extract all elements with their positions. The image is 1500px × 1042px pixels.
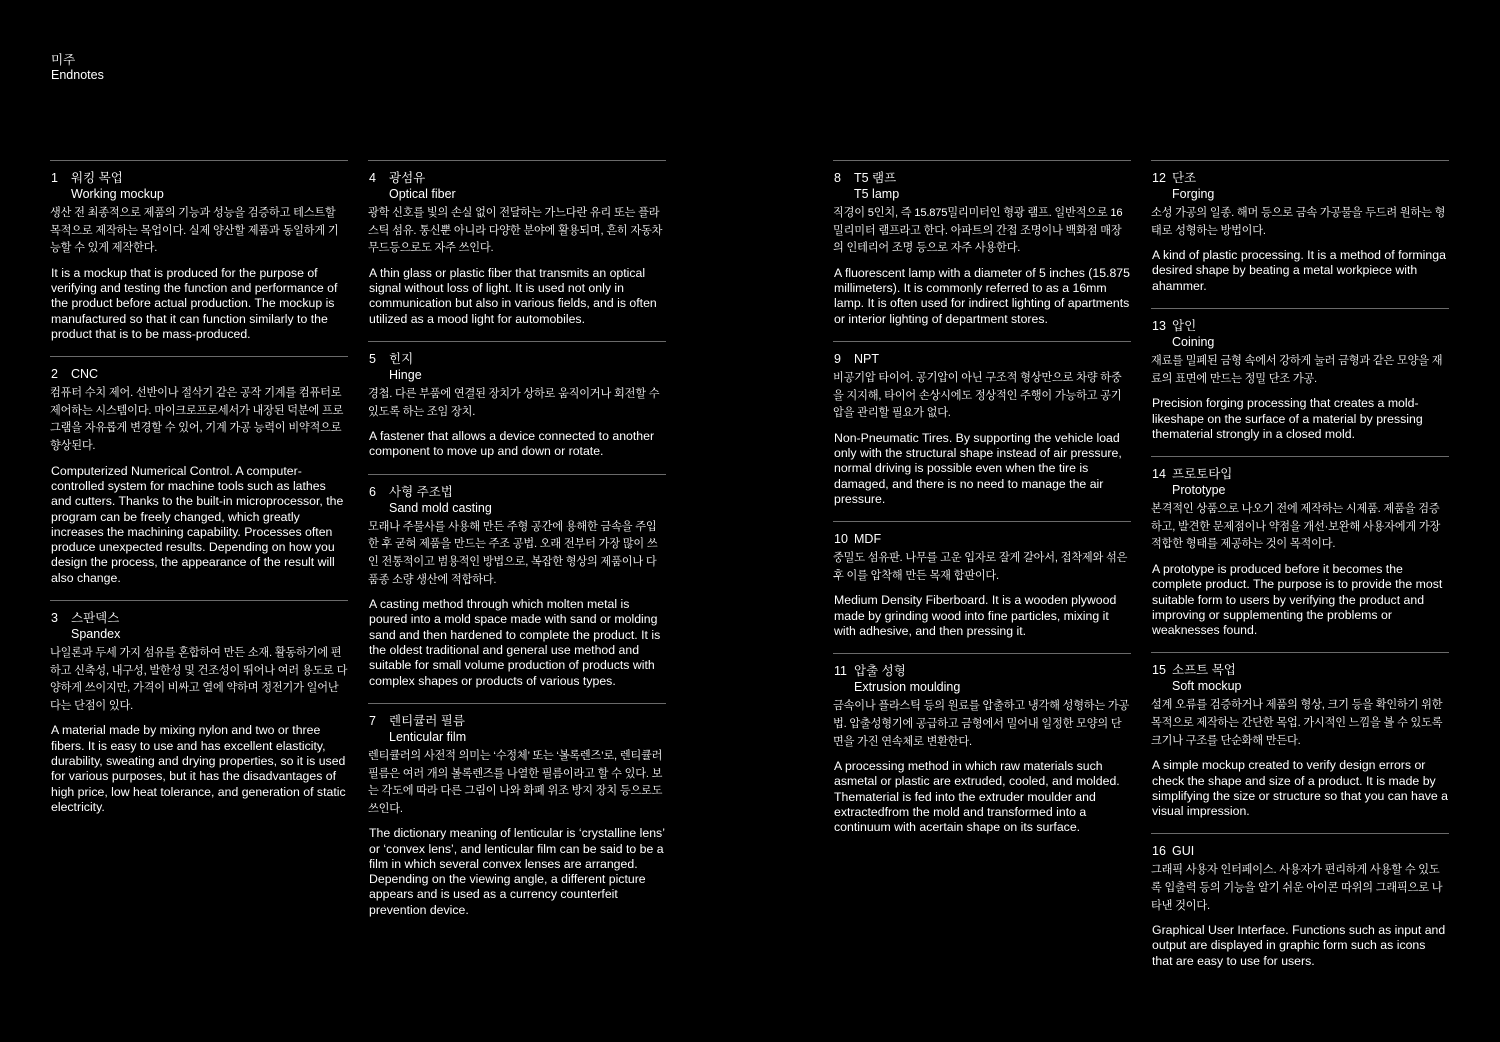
endnote-body-en: A thin glass or plastic fiber that transmits an optical signal without loss of light. It is used not only in communication but also in various fields, and is often utilized as a mood light for automobiles. — [369, 265, 657, 326]
endnote-body-ko: 재료를 밀폐된 금형 속에서 강하게 눌러 금형과 같은 모양을 재료의 표면에 만드는 정밀 단조 가공. — [1151, 355, 1443, 385]
endnote-body-ko: 광학 신호를 빛의 손실 없이 전달하는 가느다란 유리 또는 플라스틱 섬유. 통신뿐 아니라 다양한 분야에 활용되며, 흔히 자동차 무드등으로도 자주 쓰인다. — [368, 207, 663, 255]
endnote-heading — [368, 484, 666, 516]
endnote-number: 5 — [369, 351, 376, 366]
endnote-titles — [854, 531, 881, 547]
endnote-number: 10 — [834, 532, 848, 547]
endnote-body-ko: 생산 전 최종적으로 제품의 기능과 성능을 검증하고 테스트할 목적으로 제작하는 목업이다. 실제 양산할 제품과 동일하게 기능할 수 있게 제작한다. — [50, 207, 339, 255]
endnote-title-ko: 힌지 — [389, 351, 414, 366]
endnote-body-ko: 금속이나 플라스틱 등의 원료를 압출하고 냉각해 성형하는 가공법. 압출성형기에 공급하고 금형에서 밀어내 일정한 모양의 단면을 가진 연속체로 변환한다. — [833, 700, 1130, 748]
endnote-titles — [389, 351, 422, 383]
endnote-title-en: Hinge — [389, 367, 422, 382]
endnote-body-en: A kind of plastic processing. It is a method of forminga desired shape by beating a metal workpiece with ahammer. — [1152, 248, 1446, 293]
endnote-1 — [50, 160, 348, 342]
endnote-heading — [1151, 170, 1449, 202]
endnote-title-ko: MDF — [854, 532, 882, 547]
endnote-title-en: Spandex — [71, 627, 121, 642]
endnote-title-ko: CNC — [71, 367, 99, 382]
endnote-titles — [1172, 318, 1214, 350]
endnote-heading — [1151, 318, 1449, 350]
endnote-title-ko: 압인 — [1172, 319, 1197, 334]
endnote-title-en: Prototype — [1172, 483, 1226, 498]
endnote-titles — [854, 351, 879, 367]
endnote-number: 7 — [369, 713, 376, 728]
endnote-title-ko: GUI — [1172, 844, 1195, 859]
endnote-title-en: Extrusion moulding — [854, 680, 961, 695]
endnote-body-en: A simple mockup created to verify design errors or check the shape and size of a product. It is made by simplifying the size or structure so that you can have a visual impression. — [1152, 758, 1448, 819]
endnote-title-ko: 단조 — [1172, 171, 1197, 185]
endnote-title-ko: NPT — [854, 351, 879, 366]
endnote-body-en: Medium Density Fiberboard. It is a wooden plywood made by grinding wood into fine particles, mixing it with adhesive, and then pressing it. — [834, 593, 1117, 639]
endnote-body-ko: 렌티큘러의 사전적 의미는 ‘수정체’ 또는 ‘볼록렌즈’로, 렌티큘러 필름은 여러 개의 볼록렌즈를 나열한 필름이라고 할 수 있다. 보는 각도에 따라 다른 그림이 나와 화폐 위조 방지 장치 등으로도 쓰인다. — [368, 749, 663, 815]
endnote-heading — [833, 170, 1131, 202]
endnote-heading — [50, 366, 348, 382]
endnote-body-ko: 컴퓨터 수치 제어. 선반이나 절삭기 같은 공작 기계를 컴퓨터로 제어하는 시스템이다. 마이크로프로세서가 내장된 덕분에 프로그램을 자유롭게 변경할 수 있어, 기계 가공 능력이 비약적으로 향상된다. — [50, 387, 344, 453]
endnote-15 — [1151, 652, 1449, 819]
endnote-6 — [368, 474, 666, 689]
endnote-titles — [389, 170, 456, 202]
endnote-titles — [1172, 843, 1194, 859]
endnote-7 — [368, 703, 666, 918]
endnote-number: 13 — [1152, 319, 1166, 334]
endnote-body-ko: 모래나 주물사를 사용해 만든 주형 공간에 용해한 금속을 주입한 후 굳혀 제품을 만드는 주조 공법. 오래 전부터 가장 많이 쓰인 전통적이고 범용적인 방법으로, 복잡한 형상의 제품이나 다품종 소량 생산에 적합하다. — [368, 520, 658, 586]
endnote-title-en: Soft mockup — [1172, 679, 1242, 694]
endnote-number: 4 — [369, 171, 376, 185]
endnote-titles — [1172, 170, 1214, 202]
endnote-8 — [833, 160, 1131, 327]
endnote-heading — [50, 170, 348, 202]
endnote-heading — [50, 610, 348, 642]
notes-column-2 — [368, 160, 666, 918]
endnote-heading — [1151, 662, 1449, 694]
endnote-12 — [1151, 160, 1449, 294]
endnote-body-en: Computerized Numerical Control. A computer-controlled system for machine tools such as lathes and cutters. Thanks to the built-in microprocessor, the program can be freely changed, which greatly increases the machining capability. Processes often produce unexpected results. Depending on how you design the process, the appearance of the result will also change. — [51, 463, 344, 585]
endnote-body-ko: 본격적인 상품으로 나오기 전에 제작하는 시제품. 제품을 검증하고, 발견한 문제점이나 약점을 개선·보완해 사용자에게 가장 적합한 형태를 제공하는 것이 목적이다. — [1151, 503, 1441, 551]
endnote-body-ko: 비공기압 타이어. 공기압이 아닌 구조적 형상만으로 차량 하중을 지지해, 타이어 손상시에도 정상적인 주행이 가능하고 공기압을 관리할 필요가 없다. — [833, 371, 1122, 420]
endnote-title-ko: 사형 주조법 — [389, 484, 453, 499]
endnote-title-en: Working mockup — [71, 187, 164, 201]
endnote-title-en: Coining — [1172, 335, 1215, 350]
endnote-title-en: Forging — [1172, 187, 1215, 201]
endnote-number: 6 — [369, 484, 376, 499]
endnote-titles — [71, 610, 120, 642]
page-title-ko: 미주 — [51, 53, 76, 67]
endnote-title-ko: 압출 성형 — [854, 664, 906, 679]
endnote-heading — [833, 531, 1131, 547]
endnote-body-ko: 중밀도 섬유판. 나무를 고운 입자로 잘게 갈아서, 접착제와 섞은 후 이를 압착해 만든 목재 합판이다. — [833, 552, 1128, 582]
endnote-body-en: Non-Pneumatic Tires. By supporting the vehicle load only with the structural shape instead of air pressure, normal driving is possible even when the tire is damaged, and there is no need to manage the air pressure. — [834, 430, 1122, 506]
page-title-en: Endnotes — [51, 68, 104, 82]
endnote-9 — [833, 341, 1131, 507]
endnote-titles — [854, 663, 960, 695]
notes-column-3 — [833, 160, 1131, 836]
endnote-title-ko: 프로토타입 — [1172, 467, 1233, 482]
endnote-10 — [833, 521, 1131, 639]
endnote-title-ko: 소프트 목업 — [1172, 663, 1236, 678]
endnote-13 — [1151, 308, 1449, 442]
endnote-body-en: Precision forging processing that creates a mold-likeshape on the surface of a material by pressing thematerial strongly in a closed mold. — [1152, 396, 1423, 441]
endnote-number: 12 — [1152, 171, 1166, 185]
endnote-number: 1 — [51, 171, 58, 185]
endnote-number: 9 — [834, 351, 841, 366]
endnote-titles — [71, 366, 98, 382]
endnote-body-ko: 나일론과 두세 가지 섬유를 혼합하여 만든 소재. 활동하기에 편하고 신축성, 내구성, 발한성 및 건조성이 뛰어나 여러 용도로 다양하게 쓰이지만, 가격이 비싸고 열에 약하며 정전기가 일어난다는 단점이 있다. — [50, 647, 348, 712]
endnote-title-ko: 스판덱스 — [71, 611, 120, 626]
endnote-body-ko: 소성 가공의 일종. 해머 등으로 금속 가공물을 두드려 원하는 형태로 성형하는 방법이다. — [1151, 207, 1446, 237]
endnote-body-en: A processing method in which raw materials such asmetal or plastic are extruded, cooled, and molded. Thematerial is fed into the extruder moulder and extractedfrom the mold and transformed into a continuum with acertain shape on its surface. — [834, 759, 1120, 835]
endnote-title-ko: 광섬유 — [389, 171, 426, 185]
endnote-heading — [833, 663, 1131, 695]
notes-column-4 — [1151, 160, 1449, 969]
endnote-body-en: A fastener that allows a device connected to another component to move up and down or rotate. — [369, 429, 655, 459]
endnote-title-en: Lenticular film — [389, 729, 467, 744]
endnote-titles — [1172, 662, 1241, 694]
endnote-body-ko: 설계 오류를 검증하거나 제품의 형상, 크기 등을 확인하기 위한 목적으로 제작하는 간단한 목업. 가시적인 느낌을 볼 수 있도록 크기나 구조를 단순화해 만든다. — [1151, 699, 1443, 747]
page-header — [51, 53, 104, 83]
endnote-number: 14 — [1152, 467, 1166, 482]
endnote-number: 8 — [834, 171, 841, 185]
endnote-5 — [368, 341, 666, 460]
endnote-titles — [1172, 466, 1232, 498]
endnote-title-en: Optical fiber — [389, 187, 456, 201]
endnote-body-ko: 그래픽 사용자 인터페이스. 사용자가 편리하게 사용할 수 있도록 입출력 등의 기능을 알기 쉬운 아이콘 따위의 그래픽으로 나타낸 것이다. — [1151, 864, 1443, 912]
endnote-title-en: T5 lamp — [854, 187, 900, 201]
endnote-number: 15 — [1152, 663, 1166, 678]
endnote-number: 11 — [834, 664, 847, 679]
endnote-number: 2 — [51, 367, 58, 382]
endnote-titles — [854, 170, 899, 202]
endnote-4 — [368, 160, 666, 327]
endnote-titles — [389, 713, 466, 745]
endnote-title-ko: 워킹 목업 — [71, 171, 123, 185]
endnote-body-en: A prototype is produced before it becomes the complete product. The purpose is to provide the most suitable form to users by verifying the product and improving or supplementing the problems or weaknesses found. — [1152, 561, 1443, 638]
endnote-body-en: A material made by mixing nylon and two or three fibers. It is easy to use and has excellent elasticity, durability, sweating and drying properties, so it is used for various purposes, but it has the disadvantages of high price, low heat tolerance, and generation of static electricity. — [51, 723, 346, 814]
endnote-2 — [50, 356, 348, 586]
endnote-body-en: Graphical User Interface. Functions such as input and output are displayed in graphic form such as icons that are easy to use for users. — [1152, 923, 1446, 968]
endnote-number: 16 — [1152, 844, 1166, 859]
endnote-body-en: A fluorescent lamp with a diameter of 5 inches (15.875 millimeters). It is commonly referred to as a 16mm lamp. It is often used for indirect lighting of apartments or interior lighting of department stores. — [834, 265, 1130, 326]
endnote-heading — [368, 713, 666, 745]
endnote-titles — [71, 170, 164, 202]
endnote-body-en: A casting method through which molten metal is poured into a mold space made with sand or molding sand and then hardened to complete the product. It is the oldest traditional and general use method and suitable for small volume production of products with complex shapes or products of various types. — [369, 597, 661, 688]
notes-column-1 — [50, 160, 348, 815]
endnote-heading — [1151, 466, 1449, 498]
endnote-title-en: Sand mold casting — [389, 500, 492, 515]
endnote-titles — [389, 484, 492, 516]
endnote-title-ko: T5 램프 — [854, 171, 897, 185]
endnote-number: 3 — [51, 611, 58, 626]
endnote-body-ko: 경첩. 다른 부품에 연결된 장치가 상하로 움직이거나 회전할 수 있도록 하는 조임 장치. — [368, 387, 660, 418]
endnote-heading — [368, 351, 666, 383]
endnote-11 — [833, 653, 1131, 835]
endnote-title-ko: 렌티큘러 필름 — [389, 713, 465, 728]
endnote-heading — [833, 351, 1131, 367]
endnote-body-en: The dictionary meaning of lenticular is ‘crystalline lens’ or ‘convex lens’, and lenticular film can be said to be a film in which several convex lenses are arranged. Depending on the viewing angle, a different picture appears and is used as a currency counterfeit prevention device. — [369, 826, 665, 917]
endnote-14 — [1151, 456, 1449, 638]
endnote-3 — [50, 600, 348, 815]
endnote-heading — [368, 170, 666, 202]
endnote-heading — [1151, 843, 1449, 859]
endnote-16 — [1151, 833, 1449, 969]
endnote-body-en: It is a mockup that is produced for the purpose of verifying and testing the function and performance of the product before actual production. The mockup is manufactured so that it can function similarly to the product that is to be mass-produced. — [51, 265, 338, 341]
endnote-body-ko: 직경이 5인치, 즉 15.875밀리미터인 형광 램프. 일반적으로 16밀리미터 램프라고 한다. 아파트의 간접 조명이나 백화점 매장의 인테리어 조명 등으로 자주 사용한다. — [833, 207, 1123, 255]
